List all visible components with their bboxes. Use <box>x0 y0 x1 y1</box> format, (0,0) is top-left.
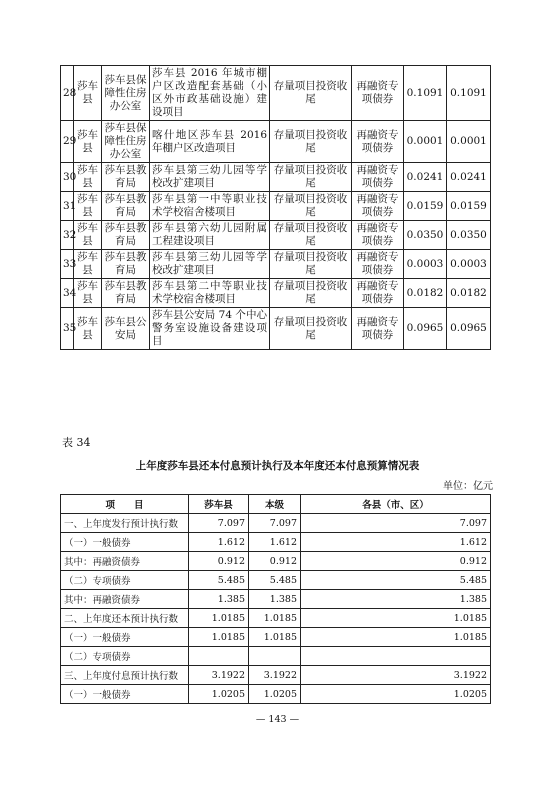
category-cell: 存量项目投资收尾 <box>270 221 352 250</box>
amount-cell: 0.0001 <box>404 121 447 163</box>
county-value-cell: 3.1922 <box>189 666 249 685</box>
item-cell: 其中：再融资债券 <box>61 552 189 571</box>
header-item: 项 目 <box>61 495 189 514</box>
agency-cell: 莎车县教育局 <box>102 279 150 308</box>
table-row <box>61 514 491 533</box>
subcounty-value-cell: 7.097 <box>301 514 491 533</box>
amount-total-cell: 0.0241 <box>447 163 491 192</box>
item-cell: （一）一般债券 <box>61 685 189 704</box>
agency-cell: 莎车县保障性住房办公室 <box>102 66 150 121</box>
subcounty-value-cell: 1.385 <box>301 590 491 609</box>
subcounty-value-cell: 1.0185 <box>301 628 491 647</box>
bond-type-cell: 再融资专项债券 <box>352 121 404 163</box>
amount-total-cell: 0.0001 <box>447 121 491 163</box>
bond-type-cell: 再融资专项债券 <box>352 308 404 350</box>
amount-cell: 0.0241 <box>404 163 447 192</box>
table-row <box>61 628 491 647</box>
table-row <box>61 250 491 279</box>
level-value-cell: 1.0185 <box>249 628 301 647</box>
category-cell: 存量项目投资收尾 <box>270 192 352 221</box>
item-cell: 二、上年度还本预计执行数 <box>61 609 189 628</box>
bond-type-cell: 再融资专项债券 <box>352 163 404 192</box>
page-number: — 143 — <box>255 714 300 725</box>
amount-cell: 0.0182 <box>404 279 447 308</box>
level-value-cell: 1.0185 <box>249 609 301 628</box>
table-row <box>61 647 491 666</box>
project-name-cell: 莎车县 2016 年城市棚户区改造配套基础（小区外市政基础设施）建设项目 <box>150 66 270 121</box>
level-value-cell: 1.385 <box>249 590 301 609</box>
debt-table <box>60 494 491 704</box>
county-cell: 莎车县 <box>74 192 102 221</box>
table-row <box>61 666 491 685</box>
row-number: 33 <box>61 250 74 279</box>
table-row <box>61 66 491 121</box>
amount-cell: 0.0965 <box>404 308 447 350</box>
amount-total-cell: 0.0159 <box>447 192 491 221</box>
agency-cell: 莎车县教育局 <box>102 250 150 279</box>
project-name-cell: 莎车县第六幼儿园附属工程建设项目 <box>150 221 270 250</box>
county-cell: 莎车县 <box>74 163 102 192</box>
amount-total-cell: 0.1091 <box>447 66 491 121</box>
table-row <box>61 163 491 192</box>
category-cell: 存量项目投资收尾 <box>270 163 352 192</box>
table-row <box>61 533 491 552</box>
bond-type-cell: 再融资专项债券 <box>352 66 404 121</box>
level-value-cell: 5.485 <box>249 571 301 590</box>
row-number: 29 <box>61 121 74 163</box>
county-value-cell: 0.912 <box>189 552 249 571</box>
category-cell: 存量项目投资收尾 <box>270 279 352 308</box>
agency-cell: 莎车县保障性住房办公室 <box>102 121 150 163</box>
amount-cell: 0.1091 <box>404 66 447 121</box>
item-cell: （一）一般债券 <box>61 533 189 552</box>
project-table <box>60 65 491 350</box>
header-subcounties: 各县（市、区） <box>301 495 491 514</box>
header-county: 莎车县 <box>189 495 249 514</box>
row-number: 30 <box>61 163 74 192</box>
county-cell: 莎车县 <box>74 66 102 121</box>
amount-cell: 0.0003 <box>404 250 447 279</box>
table-header-row <box>61 495 491 514</box>
bond-type-cell: 再融资专项债券 <box>352 279 404 308</box>
level-value-cell: 7.097 <box>249 514 301 533</box>
row-number: 28 <box>61 66 74 121</box>
project-name-cell: 莎车县第二中等职业技术学校宿舍楼项目 <box>150 279 270 308</box>
category-cell: 存量项目投资收尾 <box>270 66 352 121</box>
bond-type-cell: 再融资专项债券 <box>352 192 404 221</box>
county-cell: 莎车县 <box>74 279 102 308</box>
subcounty-value-cell: 1.0185 <box>301 609 491 628</box>
bond-type-cell: 再融资专项债券 <box>352 221 404 250</box>
table-row <box>61 121 491 163</box>
county-value-cell: 5.485 <box>189 571 249 590</box>
bond-type-cell: 再融资专项债券 <box>352 250 404 279</box>
project-name-cell: 莎车县第一中等职业技术学校宿舍楼项目 <box>150 192 270 221</box>
subcounty-value-cell <box>301 647 491 666</box>
table-row <box>61 685 491 704</box>
table-number-label: 表 34 <box>62 436 91 449</box>
county-cell: 莎车县 <box>74 250 102 279</box>
table-row <box>61 609 491 628</box>
amount-total-cell: 0.0350 <box>447 221 491 250</box>
table-row <box>61 221 491 250</box>
level-value-cell <box>249 647 301 666</box>
header-level: 本级 <box>249 495 301 514</box>
subcounty-value-cell: 1.0205 <box>301 685 491 704</box>
table-title: 上年度莎车县还本付息预计执行及本年度还本付息预算情况表 <box>135 460 420 472</box>
county-value-cell: 1.0205 <box>189 685 249 704</box>
subcounty-value-cell: 1.612 <box>301 533 491 552</box>
agency-cell: 莎车县教育局 <box>102 221 150 250</box>
agency-cell: 莎车县公安局 <box>102 308 150 350</box>
amount-total-cell: 0.0182 <box>447 279 491 308</box>
county-value-cell: 1.0185 <box>189 609 249 628</box>
amount-cell: 0.0159 <box>404 192 447 221</box>
item-cell: 三、上年度付息预计执行数 <box>61 666 189 685</box>
item-cell: （一）一般债券 <box>61 628 189 647</box>
project-name-cell: 莎车县公安局 74 个中心警务室设施设备建设项目 <box>150 308 270 350</box>
table-row <box>61 552 491 571</box>
subcounty-value-cell: 0.912 <box>301 552 491 571</box>
category-cell: 存量项目投资收尾 <box>270 250 352 279</box>
level-value-cell: 3.1922 <box>249 666 301 685</box>
amount-total-cell: 0.0965 <box>447 308 491 350</box>
item-cell: （二）专项债券 <box>61 647 189 666</box>
table-row <box>61 590 491 609</box>
county-value-cell: 1.0185 <box>189 628 249 647</box>
table-row <box>61 308 491 350</box>
subcounty-value-cell: 3.1922 <box>301 666 491 685</box>
table-row <box>61 192 491 221</box>
level-value-cell: 1.612 <box>249 533 301 552</box>
item-cell: （二）专项债券 <box>61 571 189 590</box>
county-cell: 莎车县 <box>74 308 102 350</box>
row-number: 31 <box>61 192 74 221</box>
row-number: 35 <box>61 308 74 350</box>
row-number: 34 <box>61 279 74 308</box>
county-value-cell: 1.385 <box>189 590 249 609</box>
project-name-cell: 莎车县第三幼儿园等学校改扩建项目 <box>150 250 270 279</box>
category-cell: 存量项目投资收尾 <box>270 121 352 163</box>
county-value-cell <box>189 647 249 666</box>
county-cell: 莎车县 <box>74 121 102 163</box>
level-value-cell: 1.0205 <box>249 685 301 704</box>
amount-total-cell: 0.0003 <box>447 250 491 279</box>
project-name-cell: 莎车县第三幼儿园等学校改扩建项目 <box>150 163 270 192</box>
agency-cell: 莎车县教育局 <box>102 163 150 192</box>
subcounty-value-cell: 5.485 <box>301 571 491 590</box>
row-number: 32 <box>61 221 74 250</box>
category-cell: 存量项目投资收尾 <box>270 308 352 350</box>
item-cell: 一、上年度发行预计执行数 <box>61 514 189 533</box>
county-value-cell: 7.097 <box>189 514 249 533</box>
unit-label: 单位：亿元 <box>443 481 493 492</box>
amount-cell: 0.0350 <box>404 221 447 250</box>
level-value-cell: 0.912 <box>249 552 301 571</box>
agency-cell: 莎车县教育局 <box>102 192 150 221</box>
table-row <box>61 279 491 308</box>
item-cell: 其中：再融资债券 <box>61 590 189 609</box>
county-cell: 莎车县 <box>74 221 102 250</box>
table-row <box>61 571 491 590</box>
county-value-cell: 1.612 <box>189 533 249 552</box>
project-name-cell: 喀什地区莎车县 2016 年棚户区改造项目 <box>150 121 270 163</box>
